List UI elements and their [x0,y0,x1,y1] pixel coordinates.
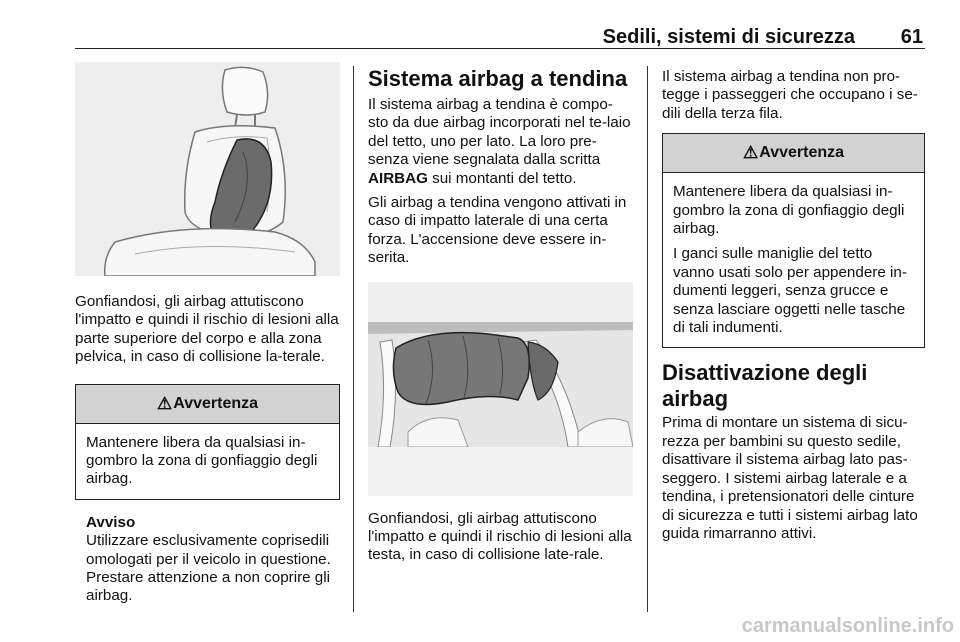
note-title: Avviso [86,513,136,531]
seat-airbag-icon [75,62,340,276]
warning-text: Mantenere libera da qualsiasi in-gombro la zona di gonfiaggio degli airbag. [86,433,318,488]
column-divider-1 [353,66,354,612]
warning-text-2a: Mantenere libera da qualsiasi in-gombro la zona di gonfiaggio degli airbag. [673,183,905,238]
warning-box [75,384,340,500]
column-divider-2 [647,66,648,612]
column-2 [368,66,633,565]
warning-title: Avvertenza [173,394,259,412]
warning-triangle-icon: ⚠ [742,143,759,163]
section-heading: Sistema airbag a tendina [368,66,628,91]
note-text: Utilizzare esclusivamente coprisedili omologati per il veicolo in questione. Prestare attenzione a non coprire gli airbag. [86,532,331,605]
deactivation-heading: Disattivazione degli airbag [662,360,868,412]
intro-text-a: Il sistema airbag a tendina è compo-sto da due airbag incorporati nel te-laio del tetto, uno per lato. La loro pre-senza viene segnalata dalla scritta [368,96,631,169]
curtain-airbag-icon [368,282,633,496]
curtain-airbag-activation: Gli airbag a tendina vengono attivati in caso di impatto laterale di una certa forza. L'accensione deve essere in-serita. [368,194,627,267]
warning-triangle-icon: ⚠ [156,393,173,413]
third-row-note: Il sistema airbag a tendina non pro-tegge i passeggeri che occupano i se-dili della terza fila. [662,68,918,122]
page-header [75,22,925,49]
seat-airbag-caption: Gonfiandosi, gli airbag attutiscono l'impatto e quindi il rischio di lesioni alla parte superiore del corpo e alla zona pelvica, in caso di collisione la-terale. [75,293,339,366]
warning-body-2 [663,173,924,347]
warning-text-2b: I ganci sulle maniglie del tetto vanno usati solo per appendere in-dumenti leggeri, senza grucce e senza lasciare oggetti nelle tasche di tali indumenti. [673,245,907,337]
column-3 [662,68,925,543]
warning-title-2: Avvertenza [759,144,845,162]
curtain-airbag-illustration [368,282,633,496]
warning-header [76,385,339,424]
side-airbag-seat-illustration [75,62,340,276]
watermark: carmanualsonline.info [741,615,954,637]
curtain-airbag-intro [368,96,633,188]
page-number: 61 [900,26,923,48]
airbag-label: AIRBAG [368,169,428,187]
curtain-airbag-caption: Gonfiandosi, gli airbag attutiscono l'impatto e quindi il rischio di lesioni alla testa, in caso di collisione late-rale. [368,509,632,564]
intro-text-b: sui montanti del tetto. [427,169,577,187]
column-1 [75,62,340,606]
note-block [75,514,340,606]
deactivation-text: Prima di montare un sistema di sicu-rezza per bambini su questo sedile, disattivare il sistema airbag lato pas-seggero. I sistemi airbag laterale e a tendina, i pretensionatori delle cinture di sicurezza e tutti i sistemi airbag lato guida rimarranno attivi. [662,414,918,542]
warning-body [76,424,339,499]
warning-box-2 [662,133,925,348]
warning-header-2 [663,134,924,173]
section-title: Sedili, sistemi di sicurezza [602,26,855,48]
